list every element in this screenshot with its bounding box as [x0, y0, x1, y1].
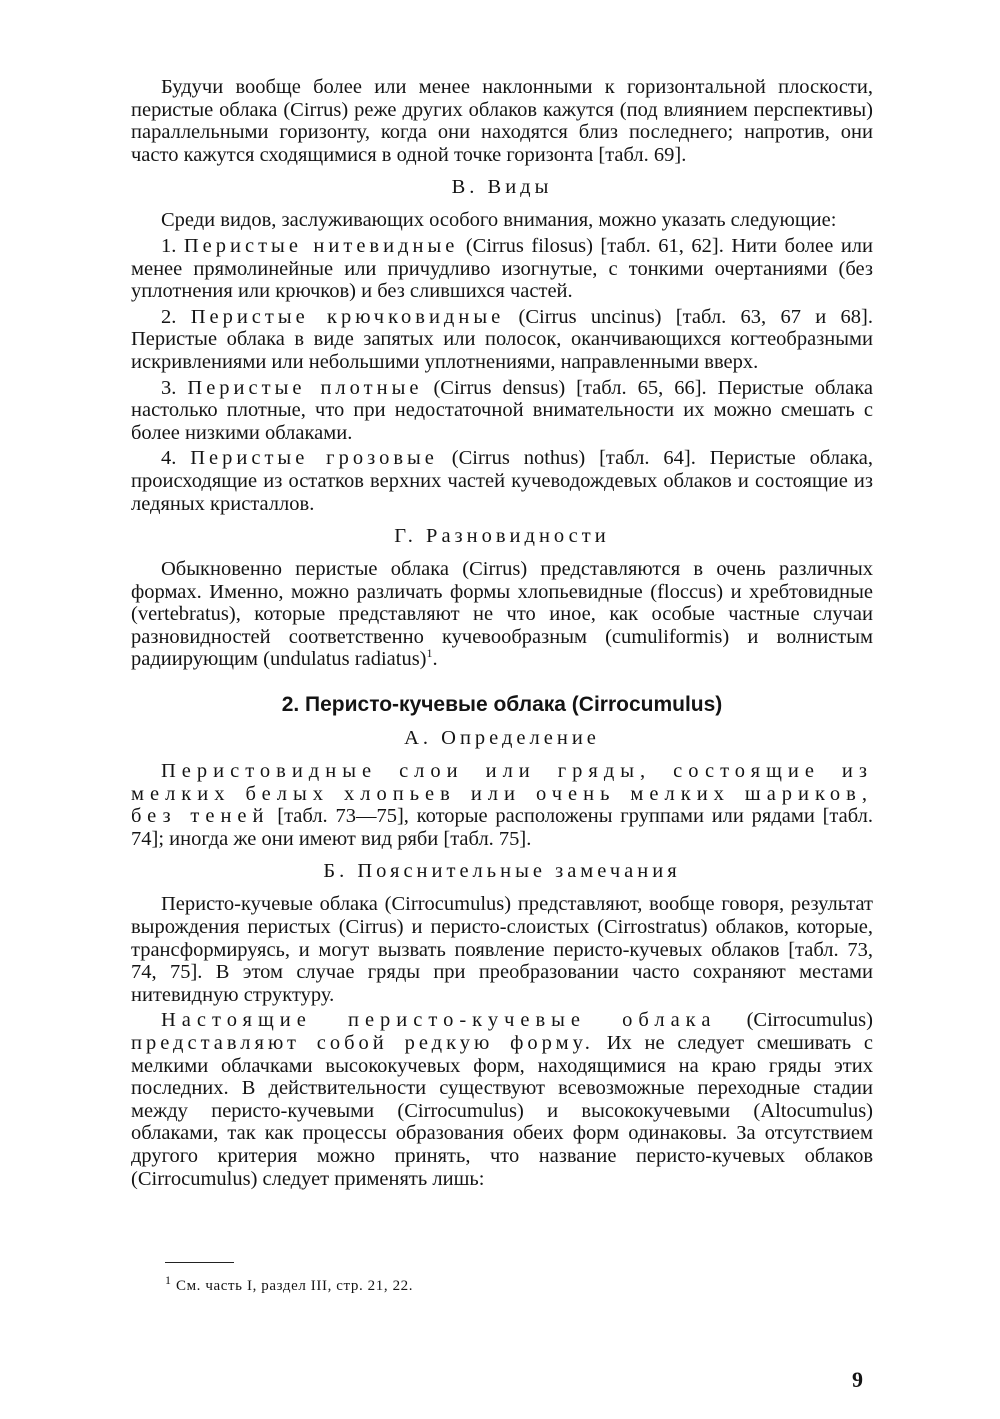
- item-number: 3.: [161, 376, 177, 399]
- item-term: Перистые нитевидные: [183, 234, 459, 257]
- raznovidnosti-end: .: [432, 648, 438, 671]
- page-body: [131, 76, 873, 1190]
- definition-paragraph: [131, 760, 873, 850]
- raznovidnosti-paragraph: [131, 558, 873, 671]
- remarks-paragraph-2: [131, 1009, 873, 1190]
- page-number: 9: [852, 1367, 863, 1392]
- item-text: (Cirrus filosus) [табл. 61, 62]. Нити более или менее прямолинейные или причудливо изогнутые, с тонкими очертаниями (без уплотнения или крючков) и без слившихся частей.: [131, 234, 874, 303]
- item-number: 1.: [161, 234, 177, 257]
- vidy-lead: Среди видов, заслуживающих особого внимания, можно указать следующие:: [161, 209, 837, 232]
- remarks-paragraph-1: Перисто-кучевые облака (Cirrocumulus) представляют, вообще говоря, результат вырождения перистых (Cirrus) и перисто-слоистых (Cirrostratus) облаков, которые, трансформируясь, и могут вызвать появление перисто-кучевых облаков [табл. 73, 74, 75]. В этом случае гряды при преобразовании часто сохраняют местами нитевидную структуру.: [131, 893, 873, 1006]
- footnote: [165, 1273, 414, 1295]
- item-number: 4.: [161, 447, 177, 470]
- item-text: (Cirrus densus) [табл. 65, 66]. Перистые облака настолько плотные, что при недостаточной внимательности их можно смешать с более низкими облаками.: [131, 376, 873, 444]
- list-item: [131, 377, 873, 445]
- footnote-divider: [165, 1262, 234, 1263]
- intro-paragraph: Будучи вообще более или менее наклонными к горизонтальной плоскости, перистые облака (Cirrus) реже других облаков кажутся (под влиянием перспективы) параллельными горизонту, когда они находятся близ последнего; напротив, они часто кажутся сходящимися в одной точке горизонта [табл. 69].: [131, 76, 873, 166]
- definition-spaced: Перистовидные слои или гряды, состоящие из мелких белых хлопьев или очень мелких шариков, без теней: [131, 760, 873, 828]
- item-term: Перистые крючковидные: [190, 305, 505, 328]
- item-text: (Cirrus nothus) [табл. 64]. Перистые облака, происходящие из остатков верхних частей кучеводождевых облаков и состоящие из ледяных кристаллов.: [131, 447, 873, 515]
- remarks-latin: (Cirrocumulus): [716, 1009, 873, 1032]
- item-term: Перистые плотные: [187, 376, 423, 399]
- list-item: [131, 447, 873, 515]
- item-term: Перистые грозовые: [190, 447, 438, 470]
- list-item: [131, 235, 873, 303]
- heading-raznovidnosti: Г. Разновидности: [394, 525, 610, 548]
- footnote-mark: 1: [165, 1273, 172, 1287]
- remarks-spaced-1: Настоящие перисто-кучевые облака: [161, 1009, 717, 1032]
- footnote-text: См. часть I, раздел III, стр. 21, 22.: [175, 1278, 414, 1294]
- list-item: [131, 306, 873, 374]
- definition-text: [табл. 73—75], которые расположены группами или рядами [табл. 74]; иногда же они имеют вид ряби [табл. 75].: [131, 805, 873, 850]
- remarks-spaced-2: представляют собой редкую форму.: [131, 1032, 594, 1054]
- heading-opredelenie: А. Определение: [404, 727, 600, 750]
- remarks-text: Их не следует смешивать с мелкими облачками высококучевых форм, находящимися на краю гряды этих последних. В действительности существуют всевозможные переходные стадии между перисто-кучевыми (Cirrocumulus) и высококучевыми (Altocumulus) облаками, так как процессы образования обеих форм одинаковы. За отсутствием другого критерия можно принять, что название перисто-кучевых облаков (Cirrocumulus) следует применять лишь:: [131, 1032, 873, 1190]
- heading-vidy: В. Виды: [451, 176, 553, 199]
- heading-poyasnitelnye: Б. Пояснительные замечания: [323, 860, 681, 883]
- item-number: 2.: [161, 305, 177, 328]
- footnote-reference: 1: [426, 646, 433, 661]
- chapter-title: 2. Перисто-кучевые облака (Cirrocumulus): [281, 693, 723, 717]
- item-text: (Cirrus uncinus) [табл. 63, 67 и 68]. Перистые облака в виде запятых или полосок, оканчивающихся когтеобразными искривлениями или небольшими уплотнениями, направленными вверх.: [131, 305, 873, 373]
- raznovidnosti-text: Обыкновенно перистые облака (Cirrus) представляются в очень различных формах. Именно, можно различать формы хлопьевидные (floccus) и хребтовидные (vertebratus), которые представляют не что иное, как особые частные случаи разновидностей соответственно кучевообразным (cumuliformis) и волнистым радиирующим (undulatus radiatus): [131, 558, 873, 671]
